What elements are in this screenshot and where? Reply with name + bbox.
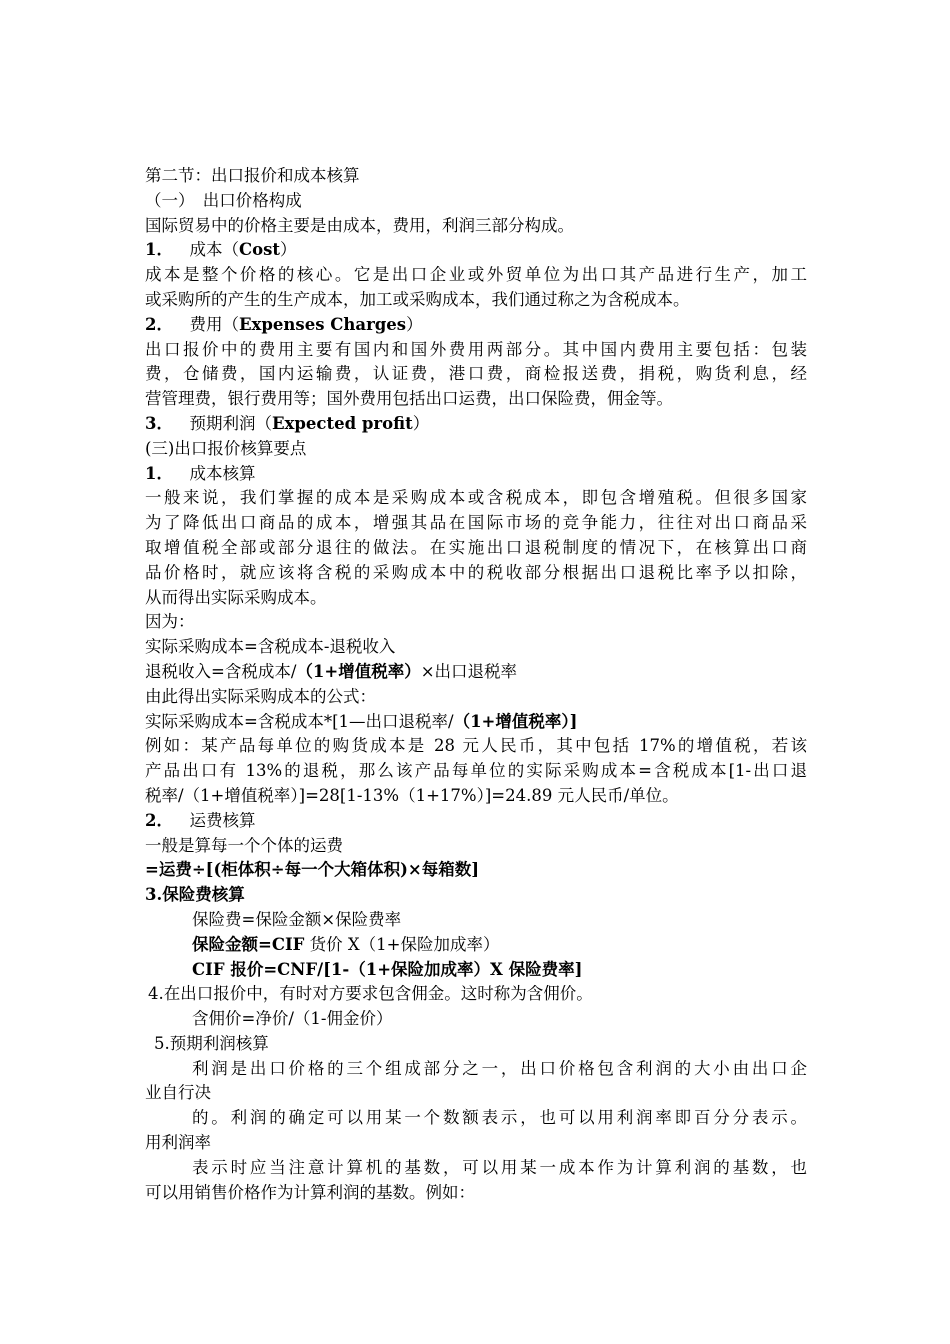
list-number: 1． [145, 240, 173, 260]
list-number: 2． [145, 314, 173, 334]
formula: 实际采购成本=含税成本-退税收入 [145, 637, 396, 657]
paragraph-line: 一般来说，我们掌握的成本是采购成本或含税成本，即包含增殖税。但很多国家 [145, 488, 807, 508]
list-item-heading [145, 313, 807, 338]
formula: =运费÷[(柜体积÷每一个大箱体积)×每箱数] [145, 860, 480, 880]
paragraph-line: 因为： [145, 612, 195, 632]
formula-part: 报价=CNF/[1-（1+保险加成率）X 保险费率] [224, 959, 583, 979]
list-item-heading: 3.保险费核算 [145, 885, 245, 905]
list-label-en: Expenses Charges [238, 314, 407, 334]
paragraph-line: 用利润率 [145, 1133, 211, 1153]
list-label-end: ） [412, 413, 430, 433]
subsection-heading: (三)出口报价核算要点 [145, 438, 307, 458]
paragraph-line: 为了降低出口商品的成本，增强其品在国际市场的竞争能力，往往对出口商品采 [145, 513, 807, 533]
formula-part: ×出口退税率 [420, 661, 518, 681]
list-item-heading: 4.在出口报价中，有时对方要求包含佣金。这时称为含佣价。 [148, 984, 593, 1004]
formula-part: CIF [192, 959, 225, 979]
list-label-en: Expected profit [271, 413, 413, 433]
paragraph-line: 或采购所的产生的生产成本，加工或采购成本，我们通过称之为含税成本。 [145, 289, 690, 309]
list-number: 2． [145, 810, 173, 830]
list-item-heading [145, 462, 807, 487]
list-label: 成本（ [189, 240, 239, 260]
paragraph-line: 费，仓储费，国内运输费，认证费，港口费，商检报送费，捐税，购货利息，经 [145, 364, 807, 384]
subsection-heading: （一） 出口价格构成 [145, 190, 302, 210]
paragraph-line: 业自行决 [145, 1083, 211, 1103]
formula: 保险费=保险金额×保险费率 [192, 909, 402, 929]
paragraph-line: 税率/（1+增值税率）]=28[1-13%（1+17%）]=24.89 元人民币/单位。 [145, 785, 679, 805]
paragraph-line: 表示时应当注意计算机的基数，可以用某一成本作为计算利润的基数，也 [192, 1157, 807, 1177]
paragraph-line: 产品出口有 13%的退税，那么该产品每单位的实际采购成本=含税成本[1-出口退 [145, 761, 807, 781]
formula-part: 退税收入=含税成本/ [145, 661, 297, 681]
formula-part: （1+增值税率）] [453, 711, 578, 731]
paragraph-line: 从而得出实际采购成本。 [145, 587, 327, 607]
list-number: 3． [145, 413, 173, 433]
paragraph-line: 由此得出实际采购成本的公式： [145, 686, 376, 706]
paragraph-line: 出口报价中的费用主要有国内和国外费用两部分。其中国内费用主要包括：包装 [145, 339, 807, 359]
list-label: 费用（ [189, 314, 239, 334]
list-label: 成本核算 [189, 463, 256, 483]
formula-part: 保险金额=CIF [192, 934, 305, 954]
formula [145, 958, 807, 983]
formula-part: 实际采购成本=含税成本*[1—出口退税率/ [145, 711, 454, 731]
paragraph-line: 例如：某产品每单位的购货成本是 28 元人民币，其中包括 17%的增值税，若该 [145, 736, 807, 756]
paragraph-line: 一般是算每一个个体的运费 [145, 835, 343, 855]
paragraph-line: 成本是整个价格的核心。它是出口企业或外贸单位为出口其产品进行生产，加工 [145, 265, 807, 285]
list-label-end: ） [280, 240, 297, 260]
list-item-heading [145, 238, 807, 263]
list-item-heading [145, 412, 807, 437]
formula-part: （1+增值税率） [296, 661, 421, 681]
paragraph-line: 取增值税全部或部分退往的做法。在实施出口退税制度的情况下，在核算出口商 [145, 537, 807, 557]
paragraph-line: 的。利润的确定可以用某一个数额表示，也可以用利润率即百分分表示。 [192, 1108, 807, 1128]
list-label: 运费核算 [189, 810, 256, 830]
paragraph-line: 可以用销售价格作为计算利润的基数。例如： [145, 1182, 475, 1202]
formula-part: 货价 X（1+保险加成率） [304, 934, 500, 954]
section-title: 第二节：出口报价和成本核算 [145, 166, 360, 185]
paragraph-line: 品价格时，就应该将含税的采购成本中的税收部分根据出口退税比率予以扣除， [145, 562, 807, 582]
list-label-end: ） [406, 314, 423, 334]
paragraph: 国际贸易中的价格主要是由成本，费用，利润三部分构成。 [145, 215, 574, 235]
formula [145, 710, 807, 735]
list-label-en: Cost [238, 240, 281, 260]
formula [145, 660, 807, 685]
formula: 含佣价=净价/（1-佣金价） [192, 1009, 393, 1029]
list-number: 1． [145, 463, 173, 483]
list-item-heading [145, 809, 807, 834]
document-page [145, 164, 807, 1205]
formula [145, 933, 807, 958]
paragraph-line: 营管理费，银行费用等；国外费用包括出口运费，出口保险费，佣金等。 [145, 389, 673, 409]
list-label: 预期利润（ [189, 413, 272, 433]
paragraph-line: 利润是出口价格的三个组成部分之一，出口价格包含利润的大小由出口企 [192, 1058, 807, 1078]
list-item-heading: 5.预期利润核算 [154, 1033, 269, 1053]
